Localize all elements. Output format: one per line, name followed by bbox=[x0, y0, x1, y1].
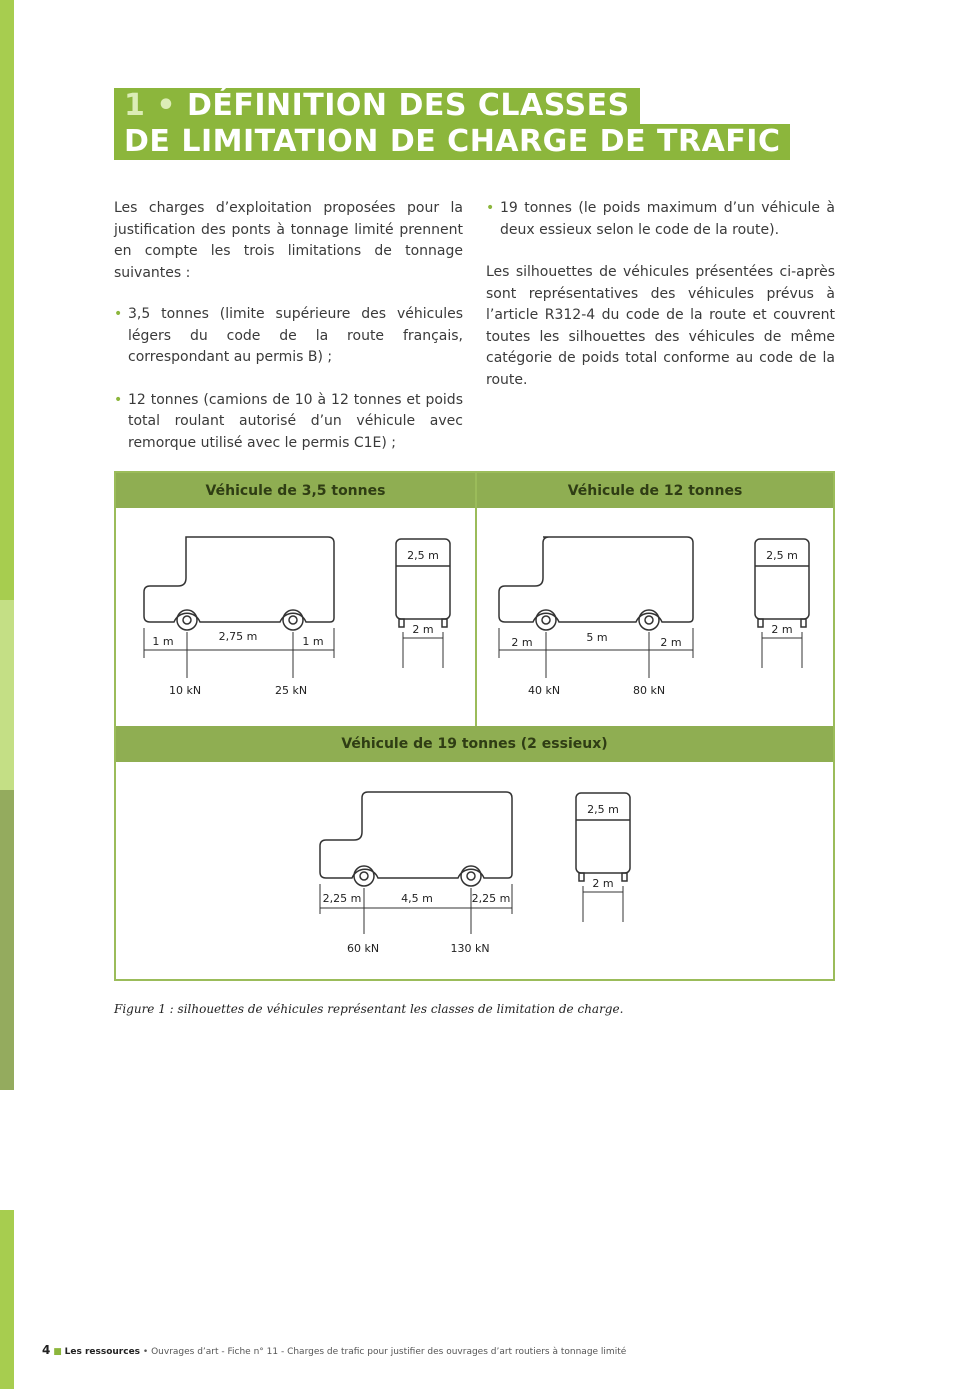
section-title-line-1: 1 • DÉFINITION DES CLASSES bbox=[114, 88, 640, 124]
panel-diagram-12t bbox=[477, 508, 833, 726]
axle-load-label: 25 kN bbox=[274, 684, 308, 697]
left-margin-stripe-middle bbox=[0, 600, 14, 790]
front-dimension-lines bbox=[403, 632, 443, 668]
section-title-line-2: DE LIMITATION DE CHARGE DE TRAFIC bbox=[114, 124, 790, 160]
truck-side-silhouette bbox=[499, 537, 693, 630]
truck-side-silhouette bbox=[320, 792, 512, 886]
page-number: 4 bbox=[42, 1343, 51, 1357]
front-dimension-lines bbox=[762, 632, 802, 668]
footer-text: • Ouvrages d’art - Fiche n° 11 - Charges de trafic pour justifier des ouvrages d’art routiers à tonnage limité bbox=[142, 1347, 627, 1357]
silhouettes-paragraph: Les silhouettes de véhicules présentées ci-après sont représentatives des véhicules prévus à l’article R312-4 du code de la route et couvrent toutes les silhouettes des véhicules de même catégorie de poids total conforme au code de la route. bbox=[486, 264, 835, 388]
front-height-label: 2,5 m bbox=[587, 803, 619, 816]
bullet-item-19t: • 19 tonnes (le poids maximum d’un véhicule à deux essieux selon le code de la route). bbox=[486, 200, 835, 238]
axle-load-label: 80 kN bbox=[632, 684, 666, 697]
bullet-icon: • bbox=[114, 306, 123, 322]
panel-header-19t: Véhicule de 19 tonnes (2 essieux) bbox=[116, 726, 833, 762]
dimension-label: 2 m bbox=[511, 636, 533, 649]
truck-side-silhouette bbox=[144, 537, 334, 630]
dimension-label: 4,5 m bbox=[401, 892, 433, 905]
intro-paragraph: Les charges d’exploitation proposées pour la justification des ponts à tonnage limité prennent en compte les trois limitations de tonnage suivantes : bbox=[114, 200, 463, 281]
dimension-label: 2 m bbox=[660, 636, 682, 649]
vehicle-figure bbox=[114, 471, 835, 981]
footer-series: Les ressources bbox=[64, 1347, 141, 1357]
front-width-label: 2 m bbox=[412, 623, 434, 636]
front-dimension-lines bbox=[583, 886, 623, 922]
panel-header-12t: Véhicule de 12 tonnes bbox=[477, 473, 833, 508]
text-column-right bbox=[486, 198, 835, 391]
text-column-left bbox=[114, 198, 463, 454]
axle-load-label: 10 kN bbox=[168, 684, 202, 697]
front-height-label: 2,5 m bbox=[766, 549, 798, 562]
dimension-label: 1 m bbox=[152, 635, 174, 648]
panel-header-3-5t: Véhicule de 3,5 tonnes bbox=[116, 473, 475, 508]
axle-load-label: 130 kN bbox=[450, 942, 490, 955]
footer-square-icon: ■ bbox=[53, 1347, 62, 1357]
bullet-item-12t: • 12 tonnes (camions de 10 à 12 tonnes et poids total roulant autorisé d’un véhicule avec remorque utilisé avec le permis C1E) ; bbox=[114, 391, 463, 451]
bullet-icon: • bbox=[114, 391, 123, 408]
section-number: 1 • bbox=[124, 88, 176, 123]
front-width-label: 2 m bbox=[771, 623, 793, 636]
bullet-icon: • bbox=[486, 200, 495, 216]
dimension-label: 2,25 m bbox=[471, 892, 511, 905]
panel-diagram-3-5t bbox=[116, 508, 475, 726]
figure-caption: Figure 1 : silhouettes de véhicules représentant les classes de limitation de charge. bbox=[114, 1002, 624, 1016]
left-margin-stripe-bottom bbox=[0, 790, 14, 1090]
dimension-label: 1 m bbox=[302, 635, 324, 648]
axle-load-label: 40 kN bbox=[527, 684, 561, 697]
dimension-label: 2,75 m bbox=[218, 630, 258, 643]
dimension-label: 2,25 m bbox=[322, 892, 362, 905]
axle-load-label: 60 kN bbox=[346, 942, 380, 955]
front-height-label: 2,5 m bbox=[407, 549, 439, 562]
page-footer bbox=[42, 1343, 626, 1357]
section-title bbox=[114, 88, 790, 160]
front-width-label: 2 m bbox=[592, 877, 614, 890]
left-margin-stripe-top bbox=[0, 0, 14, 600]
panel-diagram-19t bbox=[116, 762, 833, 979]
dimension-label: 5 m bbox=[586, 631, 608, 644]
bullet-item-3-5t: • 3,5 tonnes (limite supérieure des véhicules légers du code de la route français, correspondant au permis B) ; bbox=[114, 306, 463, 365]
left-margin-stripe-base bbox=[0, 1210, 14, 1389]
